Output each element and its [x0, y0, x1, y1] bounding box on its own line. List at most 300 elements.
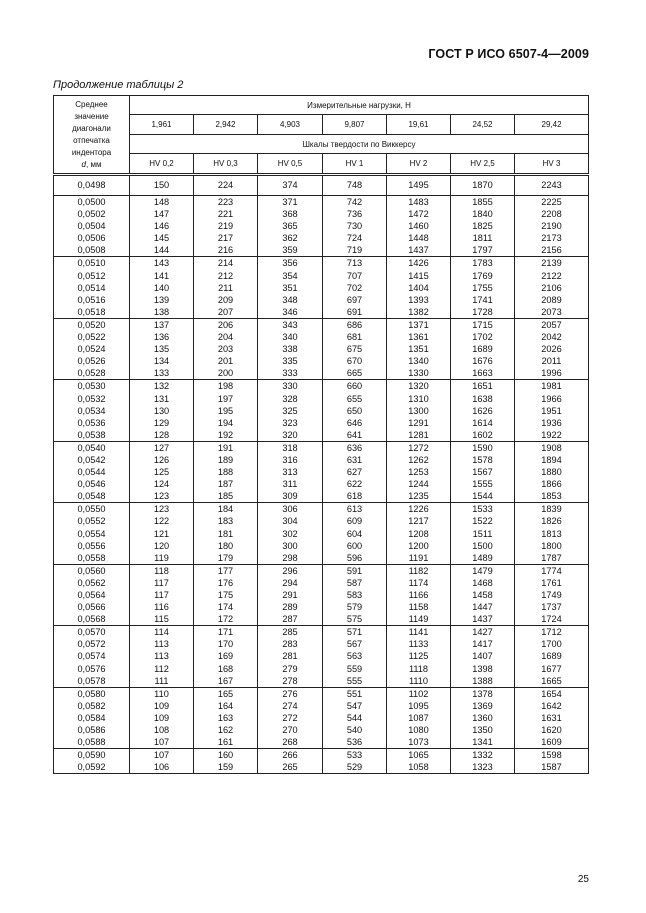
diagonal-value: 0,0592	[77, 762, 106, 773]
hardness-value: 587	[346, 577, 363, 588]
hardness-value: 1281	[408, 429, 429, 440]
hardness-value: 1908	[541, 442, 562, 453]
hardness-value: 1407	[472, 651, 493, 662]
hardness-value: 1631	[541, 712, 562, 723]
hardness-value: 1894	[541, 454, 562, 465]
scale-cell: HV 2,5	[451, 154, 515, 175]
hardness-value: 174	[217, 602, 234, 613]
table-body	[54, 175, 589, 774]
diagonal-cell	[54, 318, 130, 379]
hardness-cell	[515, 564, 589, 625]
hardness-value: 291	[282, 590, 298, 600]
diagonal-value: 0,0568	[77, 614, 106, 625]
hardness-value: 1125	[408, 651, 429, 662]
hardness-value: 650	[346, 405, 363, 416]
hardness-value: 179	[217, 552, 234, 563]
hardness-value: 365	[282, 221, 298, 232]
hardness-value: 296	[282, 565, 298, 576]
hardness-value: 116	[154, 602, 169, 613]
hardness-value: 713	[346, 258, 363, 269]
hardness-value: 1226	[408, 504, 429, 515]
hardness-value: 137	[153, 319, 170, 330]
hardness-value: 272	[282, 712, 298, 723]
diagonal-value: 0,0508	[77, 245, 106, 256]
hardness-cell	[451, 257, 515, 318]
load-cell: 4,903	[258, 115, 323, 135]
hardness-value: 631	[346, 454, 363, 465]
hardness-value: 117	[154, 577, 169, 588]
hardness-cell	[194, 749, 258, 774]
hardness-cell	[323, 196, 387, 257]
hardness-value: 1626	[472, 405, 493, 416]
hardness-value: 1393	[408, 294, 429, 305]
hardness-value: 1880	[541, 467, 562, 478]
hardness-value: 1951	[541, 405, 562, 416]
hardness-value: 309	[282, 491, 298, 502]
hardness-value: 1511	[472, 528, 493, 539]
scale-cell: HV 0,5	[258, 154, 323, 175]
hardness-value: 613	[346, 504, 363, 515]
hardness-value: 1590	[472, 442, 493, 453]
hardness-value: 145	[153, 233, 170, 244]
hardness-value: 143	[153, 258, 170, 269]
diagonal-value: 0,0566	[77, 602, 106, 613]
hardness-value: 1458	[472, 590, 493, 600]
hardness-value: 2042	[541, 332, 562, 343]
diagonal-column-header	[54, 96, 130, 175]
hardness-value: 320	[282, 429, 298, 440]
hardness-value: 1272	[408, 442, 429, 453]
hardness-value: 1479	[472, 565, 493, 576]
diagonal-value: 0,0528	[77, 368, 106, 379]
load-cell: 2,942	[194, 115, 258, 135]
hardness-value: 1737	[541, 602, 562, 613]
hardness-value: 1567	[472, 467, 493, 478]
hardness-value: 2243	[541, 180, 562, 191]
hardness-value: 675	[346, 344, 363, 355]
diagonal-value: 0,0574	[77, 651, 106, 662]
hardness-value: 1310	[408, 393, 429, 404]
diagonal-value: 0,0526	[77, 356, 106, 367]
hardness-value: 1323	[472, 762, 493, 773]
hardness-value: 184	[217, 504, 234, 515]
hardness-value: 114	[154, 627, 169, 638]
hardness-value: 121	[153, 528, 170, 539]
hardness-value: 106	[153, 762, 170, 773]
hardness-value: 1350	[472, 725, 493, 736]
hardness-value: 1700	[541, 639, 562, 650]
hardness-value: 168	[217, 663, 234, 674]
hardness-value: 1522	[472, 516, 493, 527]
hardness-value: 197	[217, 393, 234, 404]
hardness-value: 203	[217, 344, 234, 355]
hardness-value: 742	[346, 197, 363, 207]
hardness-cell	[258, 380, 323, 441]
hardness-value: 139	[153, 294, 170, 305]
hardness-cell	[194, 441, 258, 502]
hardness-table	[53, 95, 589, 774]
diagonal-value: 0,0506	[77, 233, 106, 244]
hardness-value: 1382	[408, 306, 429, 317]
hardness-value: 1651	[472, 381, 493, 392]
hardness-value: 1360	[472, 712, 493, 723]
hardness-cell	[323, 503, 387, 564]
diagonal-value: 0,0504	[77, 221, 106, 232]
hardness-value: 1404	[408, 282, 429, 293]
hardness-cell	[258, 626, 323, 687]
hardness-value: 536	[346, 737, 363, 748]
hardness-value: 180	[217, 540, 234, 551]
hardness-value: 2011	[541, 356, 562, 367]
hardness-value: 1840	[472, 209, 493, 220]
hardness-value: 1191	[408, 552, 429, 563]
diagonal-cell	[54, 175, 130, 196]
hardness-value: 1087	[408, 712, 429, 723]
hardness-value: 1133	[408, 639, 429, 650]
hardness-value: 559	[346, 663, 363, 674]
document-header: ГОСТ Р ИСО 6507-4—2009	[428, 47, 589, 61]
hardness-value: 2139	[541, 258, 562, 269]
hardness-value: 1417	[472, 639, 493, 650]
table-row-group	[54, 626, 589, 687]
hardness-value: 1787	[541, 552, 562, 563]
hardness-value: 1638	[472, 393, 493, 404]
hardness-value: 1689	[472, 344, 493, 355]
hardness-value: 1182	[408, 565, 429, 576]
hardness-cell	[515, 257, 589, 318]
hardness-value: 1825	[472, 221, 493, 232]
hardness-cell	[130, 196, 194, 257]
hardness-value: 311	[282, 479, 298, 490]
hardness-value: 1340	[408, 356, 429, 367]
hardness-cell	[515, 380, 589, 441]
hardness-value: 330	[282, 381, 298, 392]
hardness-cell	[515, 441, 589, 502]
header-line: отпечатка	[73, 136, 110, 145]
hardness-cell	[130, 503, 194, 564]
hardness-value: 1235	[408, 491, 429, 502]
hardness-cell	[258, 503, 323, 564]
hardness-value: 170	[217, 639, 234, 650]
hardness-value: 1217	[408, 516, 429, 527]
scale-cell: HV 1	[323, 154, 387, 175]
hardness-value: 140	[153, 282, 170, 293]
hardness-value: 1341	[472, 737, 493, 748]
hardness-value: 1495	[408, 180, 429, 191]
hardness-cell	[451, 380, 515, 441]
hardness-value: 194	[217, 417, 234, 428]
hardness-value: 206	[217, 319, 234, 330]
hardness-value: 596	[346, 552, 363, 563]
hardness-cell	[323, 687, 387, 748]
hardness-cell	[323, 626, 387, 687]
hardness-value: 144	[153, 245, 170, 256]
scales-title: Шкалы твердости по Виккерсу	[130, 135, 589, 154]
hardness-value: 176	[217, 577, 234, 588]
hardness-cell	[387, 175, 451, 196]
hardness-cell	[194, 380, 258, 441]
hardness-value: 1330	[408, 368, 429, 379]
diagonal-value: 0,0562	[77, 577, 106, 588]
diagonal-value: 0,0552	[77, 516, 106, 527]
hardness-cell	[515, 196, 589, 257]
hardness-value: 209	[217, 294, 234, 305]
hardness-value: 1291	[408, 417, 429, 428]
table-row-group	[54, 687, 589, 748]
diagonal-value: 0,0542	[77, 454, 106, 465]
hardness-value: 1483	[408, 197, 429, 207]
hardness-value: 146	[153, 221, 170, 232]
hardness-cell	[387, 749, 451, 774]
hardness-value: 338	[282, 344, 298, 355]
hardness-value: 265	[282, 762, 298, 773]
diagonal-value: 0,0578	[77, 675, 106, 686]
hardness-value: 533	[346, 750, 363, 761]
scale-cell: HV 0,3	[194, 154, 258, 175]
hardness-cell	[323, 749, 387, 774]
hardness-value: 719	[346, 245, 363, 256]
hardness-value: 1361	[408, 332, 429, 343]
hardness-value: 306	[282, 504, 298, 515]
diagonal-value: 0,0576	[77, 663, 106, 674]
hardness-value: 1741	[472, 294, 493, 305]
hardness-value: 567	[346, 639, 363, 650]
hardness-value: 328	[282, 393, 298, 404]
hardness-value: 354	[282, 270, 298, 281]
load-cell: 24,52	[451, 115, 515, 135]
hardness-value: 368	[282, 209, 298, 220]
table-row-group	[54, 441, 589, 502]
hardness-cell	[258, 318, 323, 379]
hardness-value: 1500	[472, 540, 493, 551]
hardness-value: 1996	[541, 368, 562, 379]
hardness-value: 1460	[408, 221, 429, 232]
hardness-value: 1555	[472, 479, 493, 490]
hardness-value: 636	[346, 442, 363, 453]
hardness-cell	[258, 441, 323, 502]
hardness-cell	[387, 564, 451, 625]
hardness-cell	[387, 380, 451, 441]
hardness-value: 304	[282, 516, 298, 527]
hardness-value: 212	[217, 270, 234, 281]
hardness-value: 348	[282, 294, 298, 305]
hardness-cell	[130, 441, 194, 502]
hardness-value: 115	[154, 614, 169, 625]
hardness-value: 300	[282, 540, 298, 551]
hardness-cell	[451, 626, 515, 687]
diagonal-value: 0,0522	[77, 332, 106, 343]
hardness-value: 2173	[541, 233, 562, 244]
hardness-value: 268	[282, 737, 298, 748]
hardness-value: 1378	[472, 688, 493, 699]
hardness-value: 1244	[408, 479, 429, 490]
hardness-value: 371	[282, 197, 298, 207]
hardness-value: 1761	[541, 577, 562, 588]
hardness-value: 281	[282, 651, 298, 662]
hardness-value: 1332	[472, 750, 493, 761]
hardness-cell	[130, 380, 194, 441]
hardness-cell	[451, 687, 515, 748]
hardness-value: 1388	[472, 675, 493, 686]
hardness-value: 340	[282, 332, 298, 343]
hardness-value: 298	[282, 552, 298, 563]
hardness-value: 161	[217, 737, 234, 748]
hardness-value: 109	[153, 712, 170, 723]
hardness-value: 323	[282, 417, 298, 428]
diagonal-value: 0,0580	[77, 688, 106, 699]
hardness-value: 165	[217, 688, 234, 699]
hardness-value: 604	[346, 528, 363, 539]
hardness-cell	[258, 749, 323, 774]
hardness-value: 1200	[408, 540, 429, 551]
hardness-value: 600	[346, 540, 363, 551]
hardness-cell	[323, 175, 387, 196]
hardness-cell	[387, 196, 451, 257]
hardness-value: 278	[282, 675, 298, 686]
hardness-value: 724	[346, 233, 363, 244]
hardness-cell	[194, 257, 258, 318]
diagonal-value: 0,0544	[77, 467, 106, 478]
hardness-value: 697	[346, 294, 363, 305]
hardness-value: 318	[282, 442, 298, 453]
hardness-value: 195	[217, 405, 234, 416]
unit-label: , мм	[86, 160, 102, 169]
loads-title: Измерительные нагрузки, Н	[130, 96, 589, 115]
scale-cell: HV 0,2	[130, 154, 194, 175]
hardness-value: 204	[217, 332, 234, 343]
load-cell: 1,961	[130, 115, 194, 135]
table-row-group	[54, 564, 589, 625]
hardness-value: 126	[153, 454, 170, 465]
hardness-cell	[258, 196, 323, 257]
hardness-cell	[194, 687, 258, 748]
diagonal-value: 0,0518	[77, 306, 106, 317]
hardness-value: 270	[282, 725, 298, 736]
hardness-value: 627	[346, 467, 363, 478]
load-cell: 29,42	[515, 115, 589, 135]
hardness-value: 1320	[408, 381, 429, 392]
diagonal-value: 0,0524	[77, 344, 106, 355]
hardness-value: 189	[217, 454, 234, 465]
hardness-value: 1981	[541, 381, 562, 392]
hardness-value: 1166	[408, 590, 429, 600]
hardness-cell	[323, 441, 387, 502]
hardness-value: 1300	[408, 405, 429, 416]
hardness-value: 266	[282, 750, 298, 761]
hardness-cell	[258, 564, 323, 625]
hardness-cell	[258, 175, 323, 196]
hardness-value: 113	[154, 651, 169, 662]
hardness-value: 1966	[541, 393, 562, 404]
hardness-value: 670	[346, 356, 363, 367]
hardness-value: 131	[153, 393, 170, 404]
diagonal-value: 0,0534	[77, 405, 106, 416]
diagonal-value: 0,0520	[77, 319, 106, 330]
hardness-value: 171	[217, 627, 234, 638]
load-cell: 19,61	[387, 115, 451, 135]
hardness-value: 1437	[408, 245, 429, 256]
hardness-value: 107	[153, 737, 170, 748]
header-line: значение	[74, 112, 109, 121]
hardness-value: 583	[346, 590, 363, 600]
hardness-value: 1371	[408, 319, 429, 330]
hardness-cell	[515, 175, 589, 196]
hardness-value: 2156	[541, 245, 562, 256]
hardness-value: 177	[217, 565, 234, 576]
hardness-value: 1149	[408, 614, 429, 625]
hardness-value: 1602	[472, 429, 493, 440]
hardness-value: 1095	[408, 700, 429, 711]
diagonal-value: 0,0582	[77, 700, 106, 711]
hardness-value: 335	[282, 356, 298, 367]
hardness-value: 130	[153, 405, 170, 416]
hardness-value: 1800	[541, 540, 562, 551]
hardness-value: 563	[346, 651, 363, 662]
hardness-value: 1689	[541, 651, 562, 662]
hardness-cell	[130, 564, 194, 625]
hardness-cell	[515, 687, 589, 748]
hardness-value: 356	[282, 258, 298, 269]
hardness-value: 302	[282, 528, 298, 539]
diagonal-cell	[54, 257, 130, 318]
diagonal-value: 0,0572	[77, 639, 106, 650]
hardness-value: 2106	[541, 282, 562, 293]
hardness-value: 622	[346, 479, 363, 490]
hardness-value: 1102	[408, 688, 429, 699]
hardness-value: 1437	[472, 614, 493, 625]
hardness-value: 1369	[472, 700, 493, 711]
hardness-value: 1677	[541, 663, 562, 674]
hardness-value: 655	[346, 393, 363, 404]
hardness-value: 1073	[408, 737, 429, 748]
hardness-value: 1769	[472, 270, 493, 281]
hardness-value: 159	[217, 762, 234, 773]
header-line: диагонали	[72, 124, 111, 133]
hardness-cell	[130, 257, 194, 318]
hardness-value: 134	[153, 356, 170, 367]
hardness-value: 571	[346, 627, 363, 638]
hardness-value: 127	[153, 442, 170, 453]
hardness-value: 2122	[541, 270, 562, 281]
hardness-value: 2225	[541, 197, 562, 207]
hardness-value: 219	[217, 221, 234, 232]
hardness-value: 1448	[408, 233, 429, 244]
hardness-value: 287	[282, 614, 298, 625]
diagonal-value: 0,0512	[77, 270, 106, 281]
hardness-value: 2089	[541, 294, 562, 305]
hardness-value: 748	[346, 180, 363, 191]
hardness-value: 1598	[541, 750, 562, 761]
hardness-value: 1855	[472, 197, 493, 207]
diagonal-value: 0,0558	[77, 552, 106, 563]
hardness-value: 1141	[408, 627, 429, 638]
hardness-value: 1642	[541, 700, 562, 711]
hardness-value: 529	[346, 762, 363, 773]
diagonal-value: 0,0516	[77, 294, 106, 305]
hardness-value: 1058	[408, 762, 429, 773]
hardness-value: 313	[282, 467, 298, 478]
hardness-value: 1620	[541, 725, 562, 736]
diagonal-value: 0,0538	[77, 429, 106, 440]
hardness-value: 1783	[472, 258, 493, 269]
scale-cell: HV 2	[387, 154, 451, 175]
scale-cell: HV 3	[515, 154, 589, 175]
hardness-value: 162	[217, 725, 234, 736]
hardness-value: 1826	[541, 516, 562, 527]
hardness-value: 646	[346, 417, 363, 428]
hardness-value: 108	[153, 725, 170, 736]
hardness-cell	[130, 626, 194, 687]
